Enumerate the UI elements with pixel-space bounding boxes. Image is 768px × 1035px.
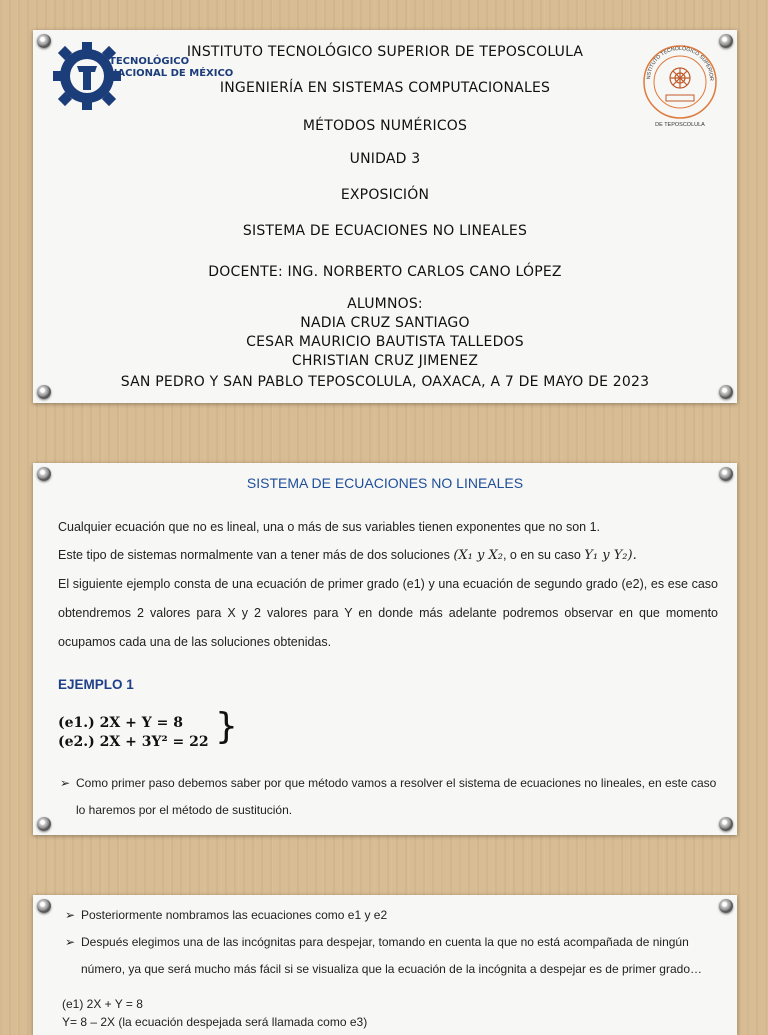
title-slide [33,30,737,403]
content-slide-intro [33,463,737,835]
pushpin-icon [719,817,733,831]
topic-title: SISTEMA DE ECUACIONES NO LINEALES [242,223,528,239]
paragraph [58,548,718,563]
pushpin-icon [719,899,733,913]
paragraph: El siguiente ejemplo consta de una ecuación de primer grado (e1) y una ecuación de segundo grado (e2), es ese caso obtendremos 2 valores para X y 2 valores para Y en donde más adelante podremos observar en que momento ocupamos cada una de las soluciones obtenidas. [58,577,718,649]
bullet-text: Como primer paso debemos saber por que método vamos a resolver el sistema de ecuaciones no lineales, en este caso [76,776,717,790]
arrow-bullet-icon: ➢ [60,776,71,790]
math-inline: Y₁ y Y₂). [584,548,637,563]
logo-text-line: NACIONAL DE MÉXICO [109,68,234,79]
pushpin-icon [37,899,51,913]
subject-name: MÉTODOS NUMÉRICOS [302,118,468,134]
activity-label: EXPOSICIÓN [340,187,430,203]
unit-label: UNIDAD 3 [349,151,421,167]
paragraph-text: , o en su caso [502,548,581,562]
arrow-bullet-icon: ➢ [65,935,76,949]
career-name: INGENIERÍA EN SISTEMAS COMPUTACIONALES [219,80,551,96]
institution-name: INSTITUTO TECNOLÓGICO SUPERIOR DE TEPOSCOLULA [186,44,584,60]
seal-bottom-text: DE TEPOSCOLULA [655,122,705,128]
student-name: NADIA CRUZ SANTIAGO [300,315,470,331]
students-label: ALUMNOS: [347,296,423,312]
content-slide-steps [33,895,737,1035]
example-title: EJEMPLO 1 [58,677,134,692]
paragraph-text: Este tipo de sistemas normalmente van a tener más de dos soluciones [58,548,450,562]
paragraph: Cualquier ecuación que no es lineal, una o más de sus variables tienen exponentes que no son 1. [58,520,601,534]
equation-e2: (e2.) 2X + 3Y² = 22 [58,734,209,750]
student-name: CHRISTIAN CRUZ JIMENEZ [291,353,479,369]
bullet-text: lo haremos por el método de sustitución. [76,803,293,817]
arrow-bullet-icon: ➢ [65,908,76,922]
bullet-text: Después elegimos una de las incógnitas para despejar, tomando en cuenta la que no está acompañada de ningún [81,935,689,949]
logo-text-line: TECNOLÓGICO [109,56,190,67]
place-date: SAN PEDRO Y SAN PABLO TEPOSCOLULA, OAXACA, A 7 DE MAYO DE 2023 [120,374,650,390]
pushpin-icon [37,817,51,831]
bullet-text: Posteriormente nombramos las ecuaciones como e1 y e2 [81,908,388,922]
seal-arc-text: NSTITUTO TECNOLÓGICO SUPERIOR [645,45,715,81]
equation-e1: (e1.) 2X + Y = 8 [58,715,183,731]
student-name: CESAR MAURICIO BAUTISTA TALLEDOS [246,334,524,350]
equation-line: (e1) 2X + Y = 8 [62,997,143,1011]
right-brace-icon: } [215,706,238,747]
bullet-text: número, ya que será mucho más fácil si se visualiza que la ecuación de la incógnita a despejar es de primer grado… [81,962,702,976]
section-title: SISTEMA DE ECUACIONES NO LINEALES [246,475,524,491]
equation-line: Y= 8 – 2X (la ecuación despejada será llamada como e3) [62,1015,368,1029]
math-inline: (X₁ y X₂ [453,548,503,563]
teacher-name: DOCENTE: ING. NORBERTO CARLOS CANO LÓPEZ [208,264,562,280]
